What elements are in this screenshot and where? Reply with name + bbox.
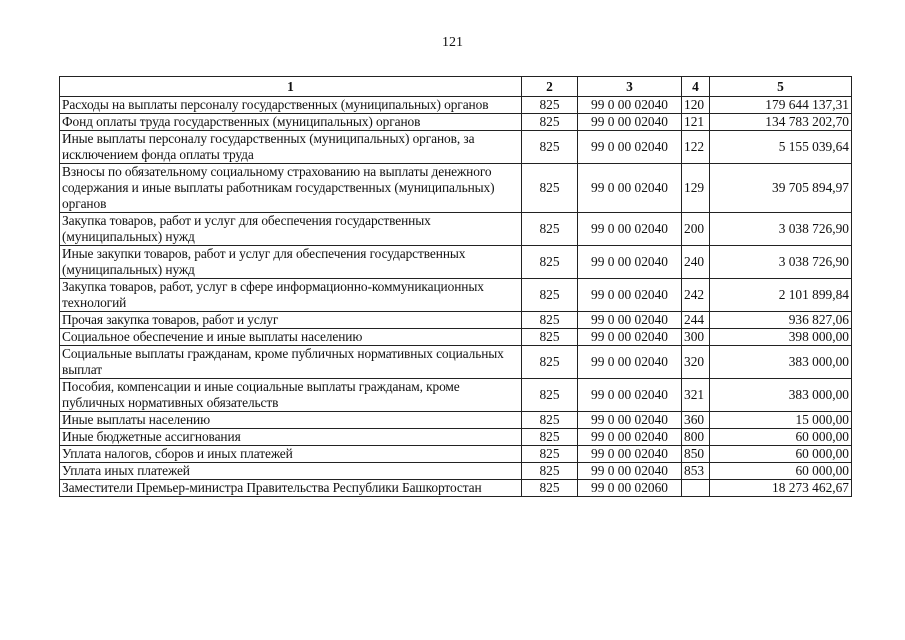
page-number: 121 bbox=[442, 35, 463, 50]
cell-expense-type: 240 bbox=[682, 246, 710, 279]
cell-amount: 3 038 726,90 bbox=[710, 213, 852, 246]
table-row bbox=[60, 463, 852, 480]
cell-expense-type: 122 bbox=[682, 131, 710, 164]
cell-amount: 134 783 202,70 bbox=[710, 114, 852, 131]
table-body bbox=[60, 97, 852, 497]
table-row bbox=[60, 346, 852, 379]
cell-name: Фонд оплаты труда государственных (муниципальных) органов bbox=[60, 114, 522, 131]
cell-name: Социальное обеспечение и иные выплаты населению bbox=[60, 329, 522, 346]
cell-department: 825 bbox=[522, 329, 578, 346]
cell-department: 825 bbox=[522, 213, 578, 246]
table-row bbox=[60, 279, 852, 312]
cell-department: 825 bbox=[522, 97, 578, 114]
cell-target-article: 99 0 00 02040 bbox=[578, 312, 682, 329]
cell-target-article: 99 0 00 02040 bbox=[578, 446, 682, 463]
cell-expense-type: 800 bbox=[682, 429, 710, 446]
cell-target-article: 99 0 00 02040 bbox=[578, 346, 682, 379]
cell-department: 825 bbox=[522, 131, 578, 164]
cell-target-article: 99 0 00 02040 bbox=[578, 114, 682, 131]
table-row bbox=[60, 379, 852, 412]
cell-expense-type: 850 bbox=[682, 446, 710, 463]
table-row bbox=[60, 480, 852, 497]
cell-name: Прочая закупка товаров, работ и услуг bbox=[60, 312, 522, 329]
table-row bbox=[60, 97, 852, 114]
cell-department: 825 bbox=[522, 246, 578, 279]
table-row bbox=[60, 131, 852, 164]
cell-amount: 15 000,00 bbox=[710, 412, 852, 429]
cell-expense-type: 120 bbox=[682, 97, 710, 114]
cell-amount: 2 101 899,84 bbox=[710, 279, 852, 312]
cell-target-article: 99 0 00 02040 bbox=[578, 131, 682, 164]
cell-target-article: 99 0 00 02040 bbox=[578, 412, 682, 429]
cell-expense-type: 853 bbox=[682, 463, 710, 480]
cell-amount: 179 644 137,31 bbox=[710, 97, 852, 114]
cell-department: 825 bbox=[522, 312, 578, 329]
cell-amount: 398 000,00 bbox=[710, 329, 852, 346]
cell-name: Пособия, компенсации и иные социальные выплаты гражданам, кроме публичных нормативных обязательств bbox=[60, 379, 522, 412]
cell-target-article: 99 0 00 02040 bbox=[578, 379, 682, 412]
cell-department: 825 bbox=[522, 346, 578, 379]
cell-target-article: 99 0 00 02040 bbox=[578, 463, 682, 480]
column-header-amount: 5 bbox=[710, 77, 852, 97]
column-header-expense-type: 4 bbox=[682, 77, 710, 97]
cell-department: 825 bbox=[522, 429, 578, 446]
cell-name: Закупка товаров, работ, услуг в сфере информационно-коммуникационных технологий bbox=[60, 279, 522, 312]
column-header-target-article: 3 bbox=[578, 77, 682, 97]
table-row bbox=[60, 246, 852, 279]
column-header-name: 1 bbox=[60, 77, 522, 97]
cell-name: Уплата иных платежей bbox=[60, 463, 522, 480]
cell-amount: 936 827,06 bbox=[710, 312, 852, 329]
cell-target-article: 99 0 00 02040 bbox=[578, 429, 682, 446]
column-header-department: 2 bbox=[522, 77, 578, 97]
cell-expense-type bbox=[682, 480, 710, 497]
table-row bbox=[60, 164, 852, 213]
cell-name: Закупка товаров, работ и услуг для обеспечения государственных (муниципальных) нужд bbox=[60, 213, 522, 246]
cell-expense-type: 321 bbox=[682, 379, 710, 412]
cell-name: Иные выплаты персоналу государственных (муниципальных) органов, за исключением фонда оплаты труда bbox=[60, 131, 522, 164]
table-row bbox=[60, 312, 852, 329]
cell-name: Иные закупки товаров, работ и услуг для обеспечения государственных (муниципальных) нужд bbox=[60, 246, 522, 279]
cell-target-article: 99 0 00 02040 bbox=[578, 279, 682, 312]
cell-target-article: 99 0 00 02040 bbox=[578, 164, 682, 213]
cell-name: Расходы на выплаты персоналу государственных (муниципальных) органов bbox=[60, 97, 522, 114]
cell-target-article: 99 0 00 02060 bbox=[578, 480, 682, 497]
cell-expense-type: 242 bbox=[682, 279, 710, 312]
table-row bbox=[60, 429, 852, 446]
cell-expense-type: 121 bbox=[682, 114, 710, 131]
cell-amount: 5 155 039,64 bbox=[710, 131, 852, 164]
table-row bbox=[60, 114, 852, 131]
cell-department: 825 bbox=[522, 114, 578, 131]
cell-department: 825 bbox=[522, 379, 578, 412]
cell-expense-type: 244 bbox=[682, 312, 710, 329]
cell-expense-type: 300 bbox=[682, 329, 710, 346]
cell-department: 825 bbox=[522, 463, 578, 480]
cell-department: 825 bbox=[522, 279, 578, 312]
cell-amount: 39 705 894,97 bbox=[710, 164, 852, 213]
table-row bbox=[60, 213, 852, 246]
cell-name: Взносы по обязательному социальному страхованию на выплаты денежного содержания и иные выплаты работникам государственных (муниципальных) органов bbox=[60, 164, 522, 213]
cell-name: Социальные выплаты гражданам, кроме публичных нормативных социальных выплат bbox=[60, 346, 522, 379]
cell-department: 825 bbox=[522, 412, 578, 429]
cell-expense-type: 320 bbox=[682, 346, 710, 379]
table-row bbox=[60, 329, 852, 346]
cell-department: 825 bbox=[522, 164, 578, 213]
cell-amount: 18 273 462,67 bbox=[710, 480, 852, 497]
cell-target-article: 99 0 00 02040 bbox=[578, 97, 682, 114]
cell-amount: 383 000,00 bbox=[710, 379, 852, 412]
cell-name: Уплата налогов, сборов и иных платежей bbox=[60, 446, 522, 463]
cell-amount: 60 000,00 bbox=[710, 446, 852, 463]
table-header-row bbox=[60, 77, 852, 97]
cell-name: Заместители Премьер-министра Правительства Республики Башкортостан bbox=[60, 480, 522, 497]
cell-target-article: 99 0 00 02040 bbox=[578, 213, 682, 246]
cell-name: Иные бюджетные ассигнования bbox=[60, 429, 522, 446]
table-row bbox=[60, 412, 852, 429]
cell-department: 825 bbox=[522, 480, 578, 497]
cell-target-article: 99 0 00 02040 bbox=[578, 329, 682, 346]
budget-table bbox=[59, 76, 852, 497]
cell-expense-type: 129 bbox=[682, 164, 710, 213]
cell-department: 825 bbox=[522, 446, 578, 463]
cell-amount: 60 000,00 bbox=[710, 429, 852, 446]
cell-amount: 383 000,00 bbox=[710, 346, 852, 379]
cell-expense-type: 360 bbox=[682, 412, 710, 429]
cell-amount: 3 038 726,90 bbox=[710, 246, 852, 279]
cell-target-article: 99 0 00 02040 bbox=[578, 246, 682, 279]
cell-expense-type: 200 bbox=[682, 213, 710, 246]
table-row bbox=[60, 446, 852, 463]
cell-amount: 60 000,00 bbox=[710, 463, 852, 480]
cell-name: Иные выплаты населению bbox=[60, 412, 522, 429]
